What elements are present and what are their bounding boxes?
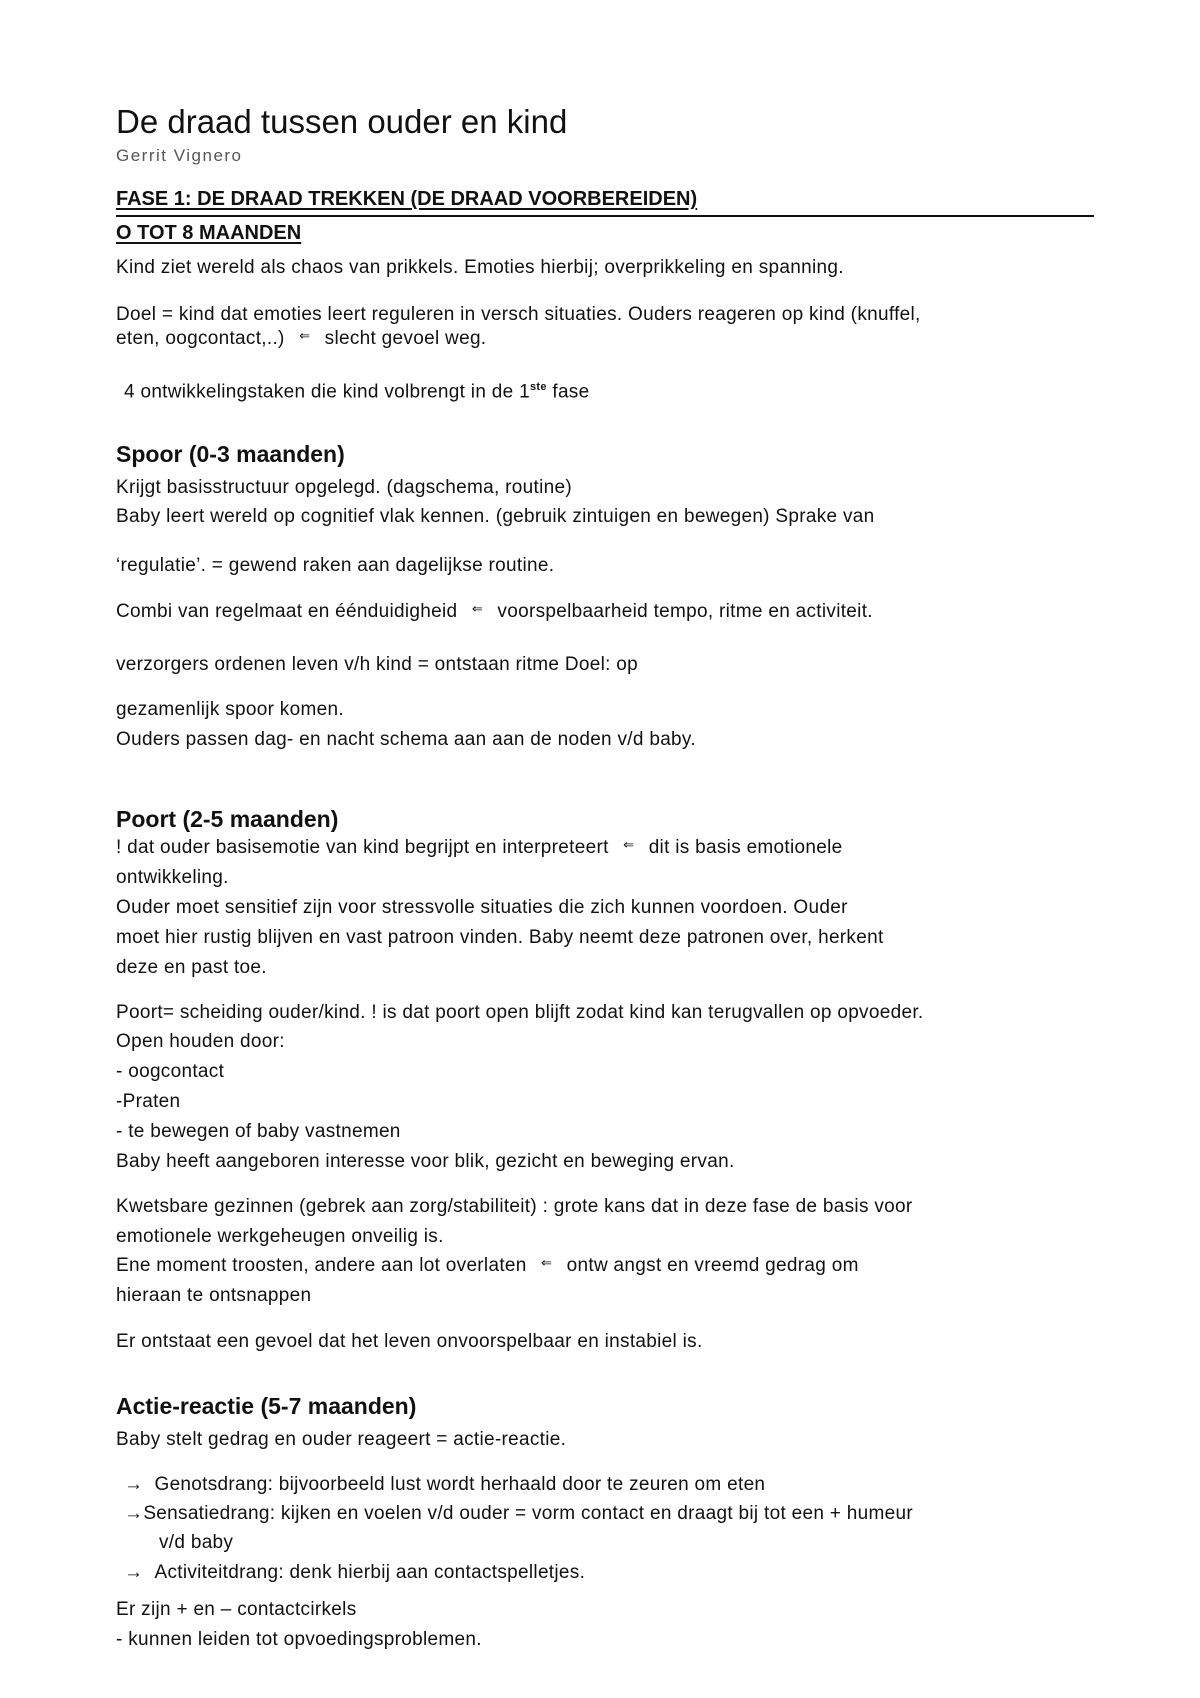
section-heading-spoor: Spoor (0-3 maanden) <box>116 441 345 467</box>
spoor-line-5: verzorgers ordenen leven v/h kind = ontstaan ritme Doel: op <box>116 654 639 675</box>
poort-list-item-3: - te bewegen of baby vastnemen <box>116 1121 401 1142</box>
spoor-line-2: Baby leert wereld op cognitief vlak kennen. (gebruik zintuigen en bewegen) Sprake van <box>116 506 875 527</box>
bullet-genotsdrang-text: Genotsdrang: bijvoorbeeld lust wordt herhaald door te zeuren om eten <box>154 1474 766 1495</box>
poort-line-14-start: Ene moment troosten, andere aan lot overlaten <box>116 1255 527 1276</box>
poort-line-13: emotionele werkgeheugen onveilig is. <box>116 1226 444 1247</box>
bullet-sensatiedrang <box>124 1503 913 1525</box>
poort-line-3: Ouder moet sensitief zijn voor stressvolle situaties die zich kunnen voordoen. Ouder <box>116 897 848 918</box>
intro-paragraph-3-end: fase <box>546 381 590 403</box>
long-arrow-icon: → <box>124 1562 144 1583</box>
spoor-line-1: Krijgt basisstructuur opgelegd. (dagschema, routine) <box>116 477 572 498</box>
poort-line-2: ontwikkeling. <box>116 867 229 888</box>
document-title: De draad tussen ouder en kind <box>116 103 568 140</box>
bullet-sensatiedrang-text: Sensatiedrang: kijken en voelen v/d ouder = vorm contact en draagt bij tot een + humeur <box>143 1503 913 1524</box>
poort-line-6: Poort= scheiding ouder/kind. ! is dat poort open blijft zodat kind kan terugvallen op opvoeder. <box>116 1002 924 1023</box>
arrow-symbol-icon: ⇐ <box>471 601 484 616</box>
poort-line-4: moet hier rustig blijven en vast patroon vinden. Baby neemt deze patronen over, herkent <box>116 927 884 948</box>
intro-paragraph-2b-start: eten, oogcontact,..) <box>116 328 285 349</box>
spoor-line-7: Ouders passen dag- en nacht schema aan aan de noden v/d baby. <box>116 729 696 750</box>
poort-line-15: hieraan te ontsnappen <box>116 1285 312 1306</box>
arrow-symbol-icon: ⇐ <box>541 1255 553 1270</box>
spoor-line-3: ‘regulatie’. = gewend raken aan dagelijkse routine. <box>116 555 555 576</box>
bullet-activiteitdrang <box>124 1562 585 1584</box>
intro-paragraph-2b <box>116 327 486 352</box>
long-arrow-icon: → <box>124 1474 144 1495</box>
superscript-ste: ste <box>529 381 547 393</box>
poort-list-item-2: -Praten <box>116 1091 181 1112</box>
arrow-symbol-icon: ⇐ <box>623 837 635 852</box>
poort-line-12: Kwetsbare gezinnen (gebrek aan zorg/stabiliteit) : grote kans dat in deze fase de basis voor <box>116 1196 913 1217</box>
section-heading-actie-reactie: Actie-reactie (5-7 maanden) <box>116 1393 417 1419</box>
spoor-line-4 <box>116 600 873 625</box>
intro-paragraph-2a: Doel = kind dat emoties leert reguleren in versch situaties. Ouders reageren op kind (knuffel, <box>116 304 921 325</box>
phase-subheading: O TOT 8 MAANDEN <box>116 222 302 244</box>
poort-line-14-end: ontw angst en vreemd gedrag om <box>566 1255 859 1276</box>
phase-heading: FASE 1: DE DRAAD TREKKEN (DE DRAAD VOORBEREIDEN) <box>116 188 698 210</box>
intro-paragraph-1: Kind ziet wereld als chaos van prikkels. Emoties hierbij; overprikkeling en spanning. <box>116 257 844 278</box>
poort-line-16: Er ontstaat een gevoel dat het leven onvoorspelbaar en instabiel is. <box>116 1331 703 1352</box>
poort-line-5: deze en past toe. <box>116 957 267 978</box>
poort-list-item-1: - oogcontact <box>116 1061 225 1082</box>
bullet-activiteitdrang-text: Activiteitdrang: denk hierbij aan contactspelletjes. <box>154 1562 586 1583</box>
poort-line-1 <box>116 836 843 861</box>
bullet-genotsdrang <box>124 1474 765 1496</box>
spoor-line-4-end: voorspelbaarheid tempo, ritme en activiteit. <box>497 601 873 622</box>
arrow-symbol-icon: ⇐ <box>299 328 311 343</box>
spoor-line-6: gezamenlijk spoor komen. <box>116 699 344 720</box>
poort-line-11: Baby heeft aangeboren interesse voor blik, gezicht en beweging ervan. <box>116 1151 735 1172</box>
long-arrow-icon: → <box>124 1503 144 1524</box>
poort-line-14 <box>116 1254 859 1279</box>
spoor-line-4-start: Combi van regelmaat en éénduidigheid <box>116 601 458 622</box>
actie-line-1: Baby stelt gedrag en ouder reageert = actie-reactie. <box>116 1429 567 1450</box>
poort-line-1-start: ! dat ouder basisemotie van kind begrijpt en interpreteert <box>116 837 609 858</box>
intro-paragraph-3-start: 4 ontwikkelingstaken die kind volbrengt in de 1 <box>124 381 530 403</box>
intro-paragraph-2b-end: slecht gevoel weg. <box>324 328 487 349</box>
section-heading-poort: Poort (2-5 maanden) <box>116 806 339 832</box>
phase-heading-rule <box>116 215 1094 217</box>
bullet-sensatiedrang-continued: v/d baby <box>159 1532 234 1553</box>
actie-line-2: Er zijn + en – contactcirkels <box>116 1599 357 1620</box>
actie-line-3: - kunnen leiden tot opvoedingsproblemen. <box>116 1629 482 1650</box>
poort-line-1-end: dit is basis emotionele <box>648 837 843 858</box>
intro-paragraph-3 <box>124 375 589 404</box>
document-author: Gerrit Vignero <box>116 146 243 165</box>
poort-line-7: Open houden door: <box>116 1031 285 1052</box>
